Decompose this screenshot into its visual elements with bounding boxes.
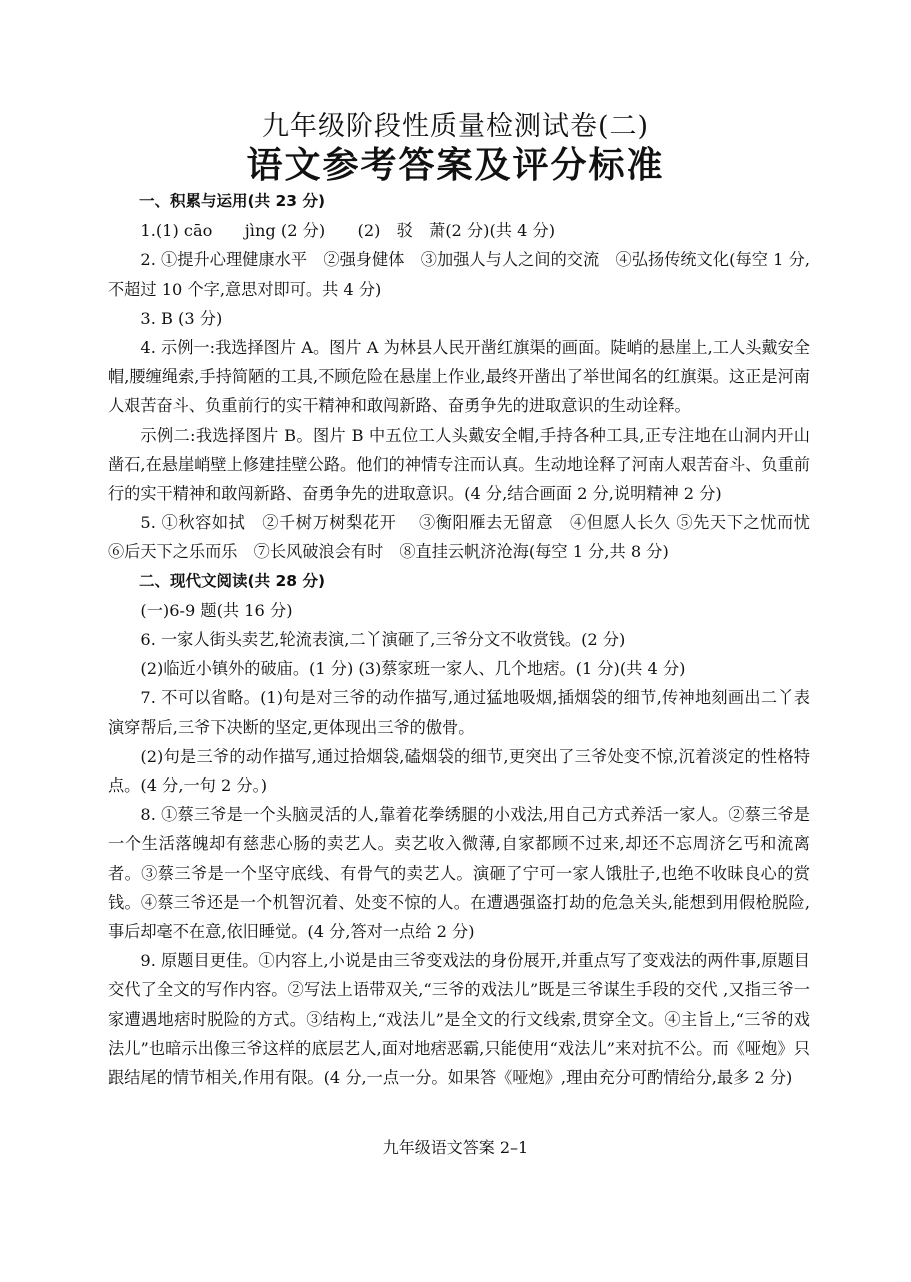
section-heading: 一、积累与运用(共 23 分) xyxy=(139,192,326,210)
answer-paragraph: (一)6-9 题(共 16 分) xyxy=(140,600,293,620)
answer-paragraph: 5. ①秋容如拭 ②千树万树梨花开 ③衡阳雁去无留意 ④但愿人长久 ⑤先天下之忧而忧 ⑥后天下之乐而乐 ⑦长风破浪会有时 ⑧直挂云帆济沧海(每空 1 分,共 8 分) xyxy=(108,513,827,562)
page-footer: 九年级语文答案 2–1 xyxy=(382,1138,529,1157)
answer-paragraph: 6. 一家人街头卖艺,轮流表演,二丫演砸了,三爷分文不收赏钱。(2 分) xyxy=(140,630,626,650)
answer-paragraph: 7. 不可以省略。(1)句是对三爷的动作描写,通过猛地吸烟,插烟袋的细节,传神地刻画出二丫表演穿帮后,三爷下决断的坚定,更体现出三爷的傲骨。 xyxy=(108,688,810,737)
answer-paragraph: 示例二:我选择图片 B。图片 B 中五位工人头戴安全帽,手持各种工具,正专注地在山洞内开山凿石,在悬崖峭壁上修建挂壁公路。他们的神情专注而认真。生动地诠释了河南人艰苦奋斗、负重前行的实干精神和敢闯新路、奋勇争先的进取意识。(4 分,结合画面 2 分,说明精神 2 分) xyxy=(108,425,810,504)
answer-paragraph: 4. 示例一:我选择图片 A。图片 A 为林县人民开凿红旗渠的画面。陡峭的悬崖上,工人头戴安全帽,腰缠绳索,手持简陋的工具,不顾危险在悬崖上作业,最终开凿出了举世闻名的红旗渠。这正是河南人艰苦奋斗、负重前行的实干精神和敢闯新路、奋勇争先的进取意识的生动诠释。 xyxy=(108,338,810,416)
answer-paragraph: 2. ①提升心理健康水平 ②强身健体 ③加强人与人之间的交流 ④弘扬传统文化(每空 1 分,不超过 10 个字,意思对即可。共 4 分) xyxy=(108,250,810,299)
answer-paragraph: (2)句是三爷的动作描写,通过拾烟袋,磕烟袋的细节,更突出了三爷处变不惊,沉着淡定的性格特点。(4 分,一句 2 分。) xyxy=(108,746,810,796)
exam-title: 九年级阶段性质量检测试卷(二) xyxy=(261,111,650,142)
answer-paragraph: 8. ①蔡三爷是一个头脑灵活的人,靠着花拳绣腿的小戏法,用自己方式养活一家人。②蔡三爷是一个生活落魄却有慈悲心肠的卖艺人。卖艺收入微薄,自家都顾不过来,却还不忘周济乞丐和流离者。③蔡三爷是一个坚守底线、有骨气的卖艺人。演砸了宁可一家人饿肚子,也绝不收昧良心的赏钱。④蔡三爷还是一个机智沉着、处变不惊的人。在遭遇强盗打劫的危急关头,能想到用假枪脱险,事后却毫不在意,依旧睡觉。(4 分,答对一点给 2 分) xyxy=(108,805,810,942)
section-heading: 二、现代文阅读(共 28 分) xyxy=(139,571,326,590)
answer-paragraph: 9. 原题目更佳。①内容上,小说是由三爷变戏法的身份展开,并重点写了变戏法的两件事,原题目交代了全文的写作内容。②写法上语带双关,“三爷的戏法儿”既是三爷谋生手段的交代 ,又指三爷一家遭遇地痞时脱险的方式。③结构上,“戏法儿”是全文的行文线索,贯穿全文。④主旨上,“三爷的戏法儿”也暗示出像三爷这样的底层艺人,面对地痞恶霸,只能使用“戏法儿”来对抗不公。而《哑炮》只跟结尾的情节相关,作用有限。(4 分,一点一分。如果答《哑炮》,理由充分可酌情给分,最多 2 分) xyxy=(108,951,810,1088)
answer-paragraph: 3. B (3 分) xyxy=(140,308,223,328)
answer-paragraph: 1.(1) cāo jìng (2 分) (2) 驳 萧(2 分)(共 4 分) xyxy=(140,221,556,241)
answer-paragraph: (2)临近小镇外的破庙。(1 分) (3)蔡家班一家人、几个地痞。(1 分)(共 4 分) xyxy=(140,659,686,679)
answer-body xyxy=(108,187,827,1092)
document-title: 语文参考答案及评分标准 xyxy=(246,145,665,186)
